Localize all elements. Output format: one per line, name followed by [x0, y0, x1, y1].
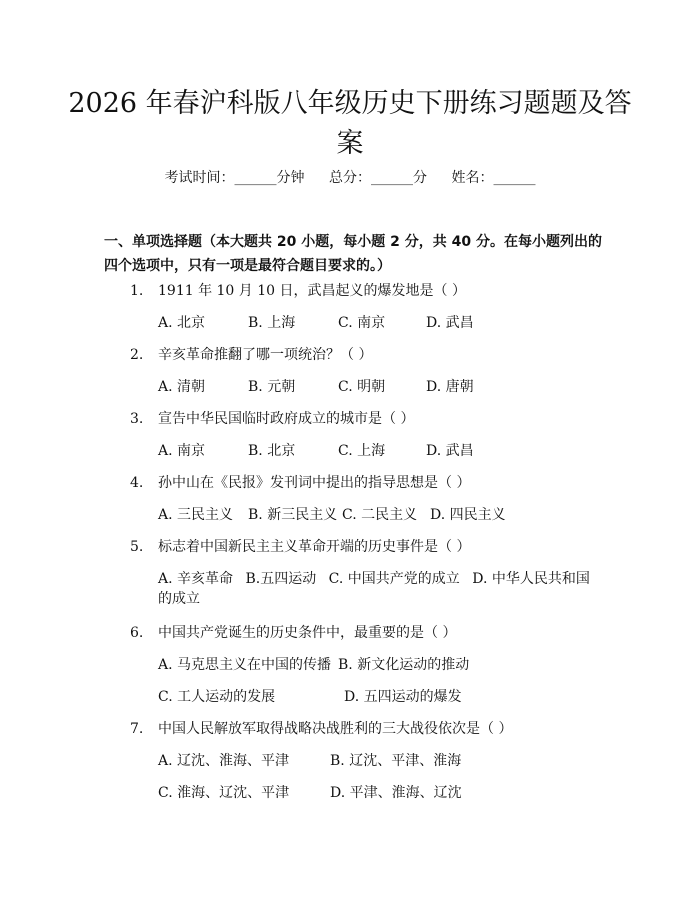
question-5 [130, 537, 630, 557]
total-score-field: 总分：______分 [329, 170, 427, 186]
option-d: D. 唐朝 [426, 379, 474, 395]
option-c: C. 上海 [338, 443, 386, 459]
question-number: 5. [130, 539, 144, 555]
option-d: D. 中华人民共和国的成立 [158, 571, 590, 607]
document-title: 2026 年春沪科版八年级历史下册练习题题及答案 [68, 88, 632, 159]
option-c: C. 南京 [338, 315, 386, 331]
question-number: 4. [130, 475, 144, 491]
option-b: B.五四运动 [245, 571, 317, 587]
question-text: 中国人民解放军取得战略决战胜利的三大战役依次是（ ） [158, 721, 513, 737]
option-d: D. 五四运动的爆发 [344, 689, 462, 705]
question-5-options [158, 569, 603, 609]
question-number: 7. [130, 721, 144, 737]
question-number: 2. [130, 347, 144, 363]
option-b: B. 辽沈、平津、淮海 [330, 753, 462, 769]
question-text: 孙中山在《民报》发刊词中提出的指导思想是（ ） [158, 475, 471, 491]
option-b: B. 新三民主义 [248, 507, 338, 523]
question-text: 1911 年 10 月 10 日，武昌起义的爆发地是（ ） [158, 283, 466, 299]
option-a: A. 清朝 [158, 379, 206, 395]
question-text: 标志着中国新民主主义革命开端的历史事件是（ ） [158, 539, 471, 555]
option-a: A. 北京 [158, 315, 206, 331]
option-d: D. 平津、淮海、辽沈 [330, 785, 462, 801]
exam-time-field: 考试时间：______分钟 [164, 170, 305, 186]
question-6 [130, 623, 630, 643]
option-a: A. 马克思主义在中国的传播 [158, 657, 332, 673]
option-c: C. 明朝 [338, 379, 386, 395]
option-c: C. 中国共产党的成立 [328, 571, 460, 587]
question-text: 辛亥革命推翻了哪一项统治？（ ） [158, 347, 373, 363]
option-d: D. 四民主义 [430, 507, 506, 523]
option-d: D. 武昌 [426, 443, 474, 459]
option-c: C. 二民主义 [342, 507, 418, 523]
question-number: 3. [130, 411, 144, 427]
question-7 [130, 719, 630, 739]
option-b: B. 北京 [248, 443, 296, 459]
question-number: 6. [130, 625, 144, 641]
question-4 [130, 473, 630, 493]
option-b: B. 新文化运动的推动 [338, 657, 470, 673]
option-a: A. 三民主义 [158, 507, 234, 523]
option-b: B. 元朝 [248, 379, 296, 395]
question-2 [130, 345, 630, 365]
option-b: B. 上海 [248, 315, 296, 331]
exam-meta [0, 168, 700, 188]
question-text: 中国共产党诞生的历史条件中，最重要的是（ ） [158, 625, 457, 641]
section-heading: 一、单项选择题（本大题共 20 小题，每小题 2 分，共 40 分。在每小题列出的四个选项中，只有一项是最符合题目要求的。） [104, 234, 602, 274]
option-c: C. 淮海、辽沈、平津 [158, 785, 290, 801]
question-1 [130, 281, 630, 301]
option-d: D. 武昌 [426, 315, 474, 331]
option-a: A. 辛亥革命 [158, 571, 234, 587]
option-c: C. 工人运动的发展 [158, 689, 276, 705]
option-a: A. 辽沈、淮海、平津 [158, 753, 290, 769]
question-number: 1. [130, 283, 144, 299]
student-name-field: 姓名：______ [451, 170, 536, 186]
question-text: 宣告中华民国临时政府成立的城市是（ ） [158, 411, 415, 427]
question-3 [130, 409, 630, 429]
option-a: A. 南京 [158, 443, 206, 459]
